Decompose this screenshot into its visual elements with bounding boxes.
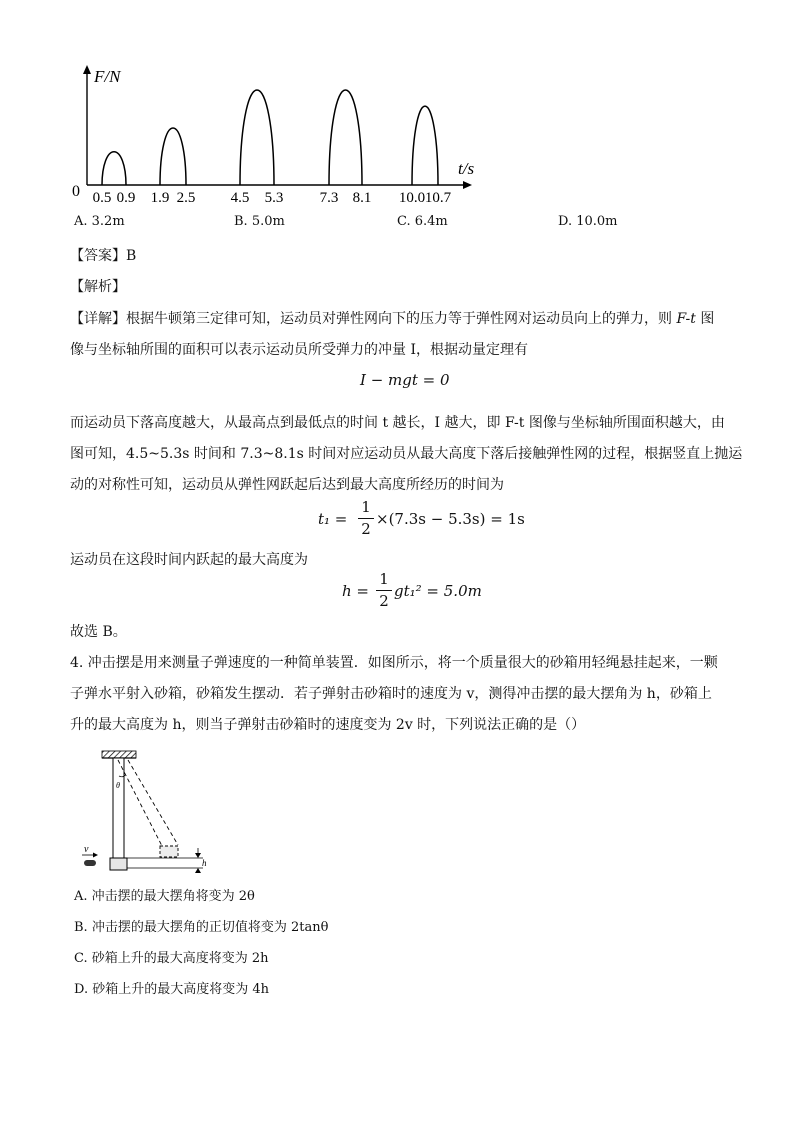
q4-option-c[interactable]: C. 砂箱上升的最大高度将变为 2h (74, 951, 269, 966)
y-axis-arrow (83, 65, 91, 74)
x-tick-label: 0.9 (116, 190, 136, 206)
detail-line-4: 图可知，4.5~5.3s 时间和 7.3~8.1s 时间对应运动员从最大高度下落后接触弹性网的过程，根据竖直上抛运 (70, 446, 743, 462)
eq2-denominator: 2 (361, 520, 371, 538)
q3-option-b[interactable]: B. 5.0m (234, 214, 285, 229)
eq3-rhs: gt₁² = 5.0m (394, 582, 482, 600)
force-pulses (102, 90, 438, 185)
analysis-label: 【解析】 (70, 279, 126, 295)
force-pulse (102, 152, 126, 185)
height-label: h (202, 858, 207, 868)
x-axis-arrow (463, 181, 472, 189)
eq2-rhs: ×(7.3s − 5.3s) = 1s (376, 510, 525, 528)
sand-box (110, 858, 127, 870)
q3-option-c[interactable]: C. 6.4m (397, 214, 448, 229)
sand-box-raised (160, 846, 178, 857)
x-tick-label: 5.3 (264, 190, 284, 206)
force-pulse (329, 90, 362, 185)
y-axis-label: F/N (94, 67, 121, 86)
origin-label: 0 (72, 183, 80, 200)
q4-option-a[interactable]: A. 冲击摆的最大摆角将变为 2θ (74, 889, 255, 904)
detail-line-2: 像与坐标轴所围的面积可以表示运动员所受弹力的冲量 I，根据动量定理有 (70, 342, 528, 358)
force-time-graph (60, 60, 490, 210)
detail-text-1b: 图 (700, 311, 715, 327)
pendulum-rope (113, 758, 124, 858)
detail-text-1a: 根据牛顿第三定律可知，运动员对弹性网向下的压力等于弹性网对运动员向上的弹力，则 (126, 311, 672, 327)
detail-line-3: 而运动员下落高度越大，从最高点到最低点的时间 t 越长，I 越大，即 F-t 图像与坐标轴所围面积越大，由 (70, 415, 725, 431)
q4-option-b[interactable]: B. 冲击摆的最大摆角的正切值将变为 2tanθ (74, 920, 329, 935)
x-tick-label: 7.3 (319, 190, 339, 206)
x-tick-label: 0.5 (92, 190, 112, 206)
eq3-lhs: h = (342, 582, 369, 600)
q4-stem-line-3: 升的最大高度为 h，则当子弹射击砂箱时的速度变为 2v 时，下列说法正确的是（） (70, 717, 586, 733)
x-axis-label: t/s (458, 159, 475, 178)
q4-stem-line-1: 4. 冲击摆是用来测量子弹速度的一种简单装置．如图所示，将一个质量很大的砂箱用轻绳悬挂起来，一颗 (70, 655, 718, 671)
force-pulse (160, 128, 186, 185)
q3-option-d[interactable]: D. 10.0m (558, 214, 618, 229)
force-pulse (412, 106, 438, 185)
fraction-bar (358, 518, 374, 519)
detail-line-6: 运动员在这段时间内跃起的最大高度为 (70, 552, 308, 568)
x-tick-label: 10.0 (398, 190, 426, 206)
q4-stem-line-2: 子弹水平射入砂箱，砂箱发生摆动．若子弹射击砂箱时的速度为 v，测得冲击摆的最大摆角为 h，砂箱上 (70, 686, 712, 702)
ceiling-hatch (102, 751, 136, 758)
q3-option-a[interactable]: A. 3.2m (74, 214, 125, 229)
x-tick-label: 2.5 (176, 190, 196, 206)
force-pulse (240, 90, 274, 185)
eq2-lhs: t₁ = (318, 510, 348, 528)
conclusion: 故选 B。 (70, 624, 127, 640)
x-tick-labels (93, 190, 452, 206)
fraction-bar (376, 590, 392, 591)
eq2-numerator: 1 (361, 498, 371, 516)
ballistic-pendulum-figure (78, 748, 218, 873)
bullet (84, 860, 96, 866)
x-tick-label: 8.1 (352, 190, 372, 206)
angle-label: θ (116, 781, 120, 790)
x-tick-label: 10.7 (424, 190, 452, 206)
ft-symbol: F-t (676, 311, 696, 327)
velocity-label: v (84, 844, 89, 855)
q4-option-d[interactable]: D. 砂箱上升的最大高度将变为 4h (74, 982, 270, 997)
x-tick-label: 1.9 (150, 190, 170, 206)
eq3-denominator: 2 (379, 592, 389, 610)
eq3-numerator: 1 (379, 570, 389, 588)
equation-momentum: I − mgt = 0 (360, 371, 450, 389)
x-tick-label: 4.5 (230, 190, 250, 206)
detail-line-5: 动的对称性可知，运动员从弹性网跃起后达到最大高度所经历的时间为 (70, 477, 504, 493)
detail-tag: 【详解】 (70, 311, 126, 327)
detail-line-1 (70, 308, 714, 328)
answer-label: 【答案】B (70, 248, 137, 264)
